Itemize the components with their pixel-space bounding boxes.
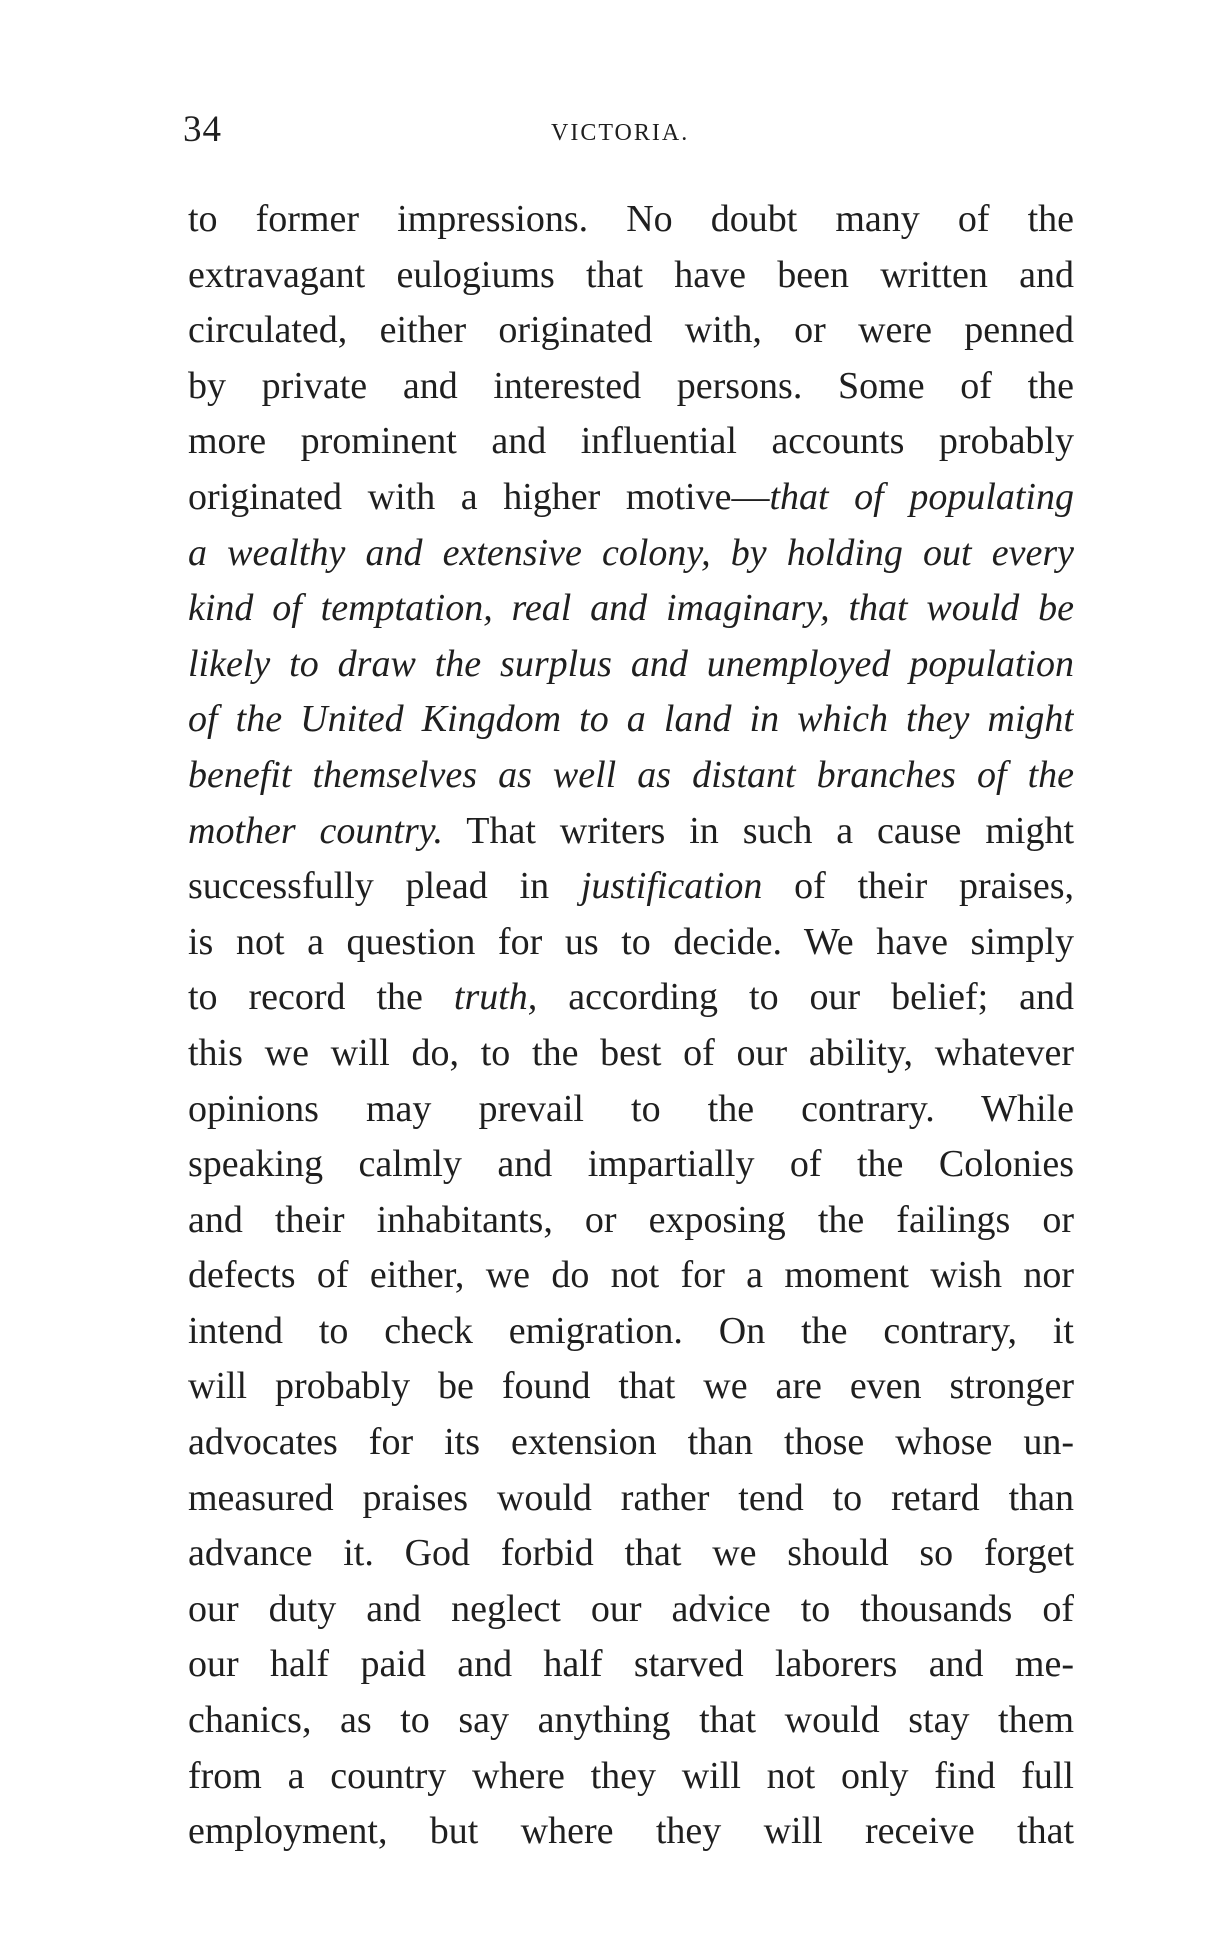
page-number: 34 — [183, 109, 222, 150]
text-line: and their inhabitants, or exposing the failings or — [188, 1198, 1074, 1241]
text-line: from a country where they will not only find full — [188, 1754, 1074, 1797]
text-line: measured praises would rather tend to retard than — [188, 1476, 1074, 1519]
text-line: advance it. God forbid that we should so forget — [188, 1532, 1074, 1575]
text-line: benefit themselves as well as distant branches of the — [188, 753, 1074, 796]
text-line: more prominent and influential accounts probably — [188, 420, 1074, 463]
text-line: advocates for its extension than those whose un- — [188, 1421, 1074, 1464]
text-line: to former impressions. No doubt many of the — [188, 198, 1074, 240]
text-line: by private and interested persons. Some of the — [188, 364, 1074, 407]
text-line: successfully plead in justification of their praises, — [188, 865, 1074, 908]
text-line: our half paid and half starved laborers and me- — [188, 1643, 1074, 1686]
text-line: intend to check emigration. On the contrary, it — [188, 1309, 1074, 1352]
text-line: this we will do, to the best of our ability, whatever — [188, 1031, 1074, 1074]
text-line: opinions may prevail to the contrary. While — [188, 1087, 1074, 1130]
text-line: extravagant eulogiums that have been written and — [188, 253, 1074, 296]
text-line: employment, but where they will receive that — [188, 1810, 1074, 1853]
text-line: our duty and neglect our advice to thousands of — [188, 1587, 1074, 1630]
running-title: VICTORIA. — [551, 120, 690, 146]
text-line: originated with a higher motive—that of populating — [188, 475, 1074, 518]
text-line: is not a question for us to decide. We have simply — [188, 920, 1074, 963]
body-text — [188, 192, 1074, 1860]
text-line: circulated, either originated with, or were penned — [188, 309, 1074, 352]
text-line: speaking calmly and impartially of the Colonies — [188, 1143, 1074, 1186]
text-line: likely to draw the surplus and unemployed population — [188, 642, 1074, 685]
text-line: mother country. That writers in such a cause might — [188, 809, 1074, 852]
running-head — [183, 108, 1083, 156]
text-line: defects of either, we do not for a moment wish nor — [188, 1254, 1074, 1297]
text-line: to record the truth, according to our belief; and — [188, 976, 1074, 1019]
text-line: will probably be found that we are even stronger — [188, 1365, 1074, 1408]
text-line: of the United Kingdom to a land in which they might — [188, 698, 1074, 741]
text-line: chanics, as to say anything that would stay them — [188, 1699, 1074, 1742]
text-line: a wealthy and extensive colony, by holding out every — [188, 531, 1074, 574]
text-line: kind of temptation, real and imaginary, that would be — [188, 587, 1074, 630]
